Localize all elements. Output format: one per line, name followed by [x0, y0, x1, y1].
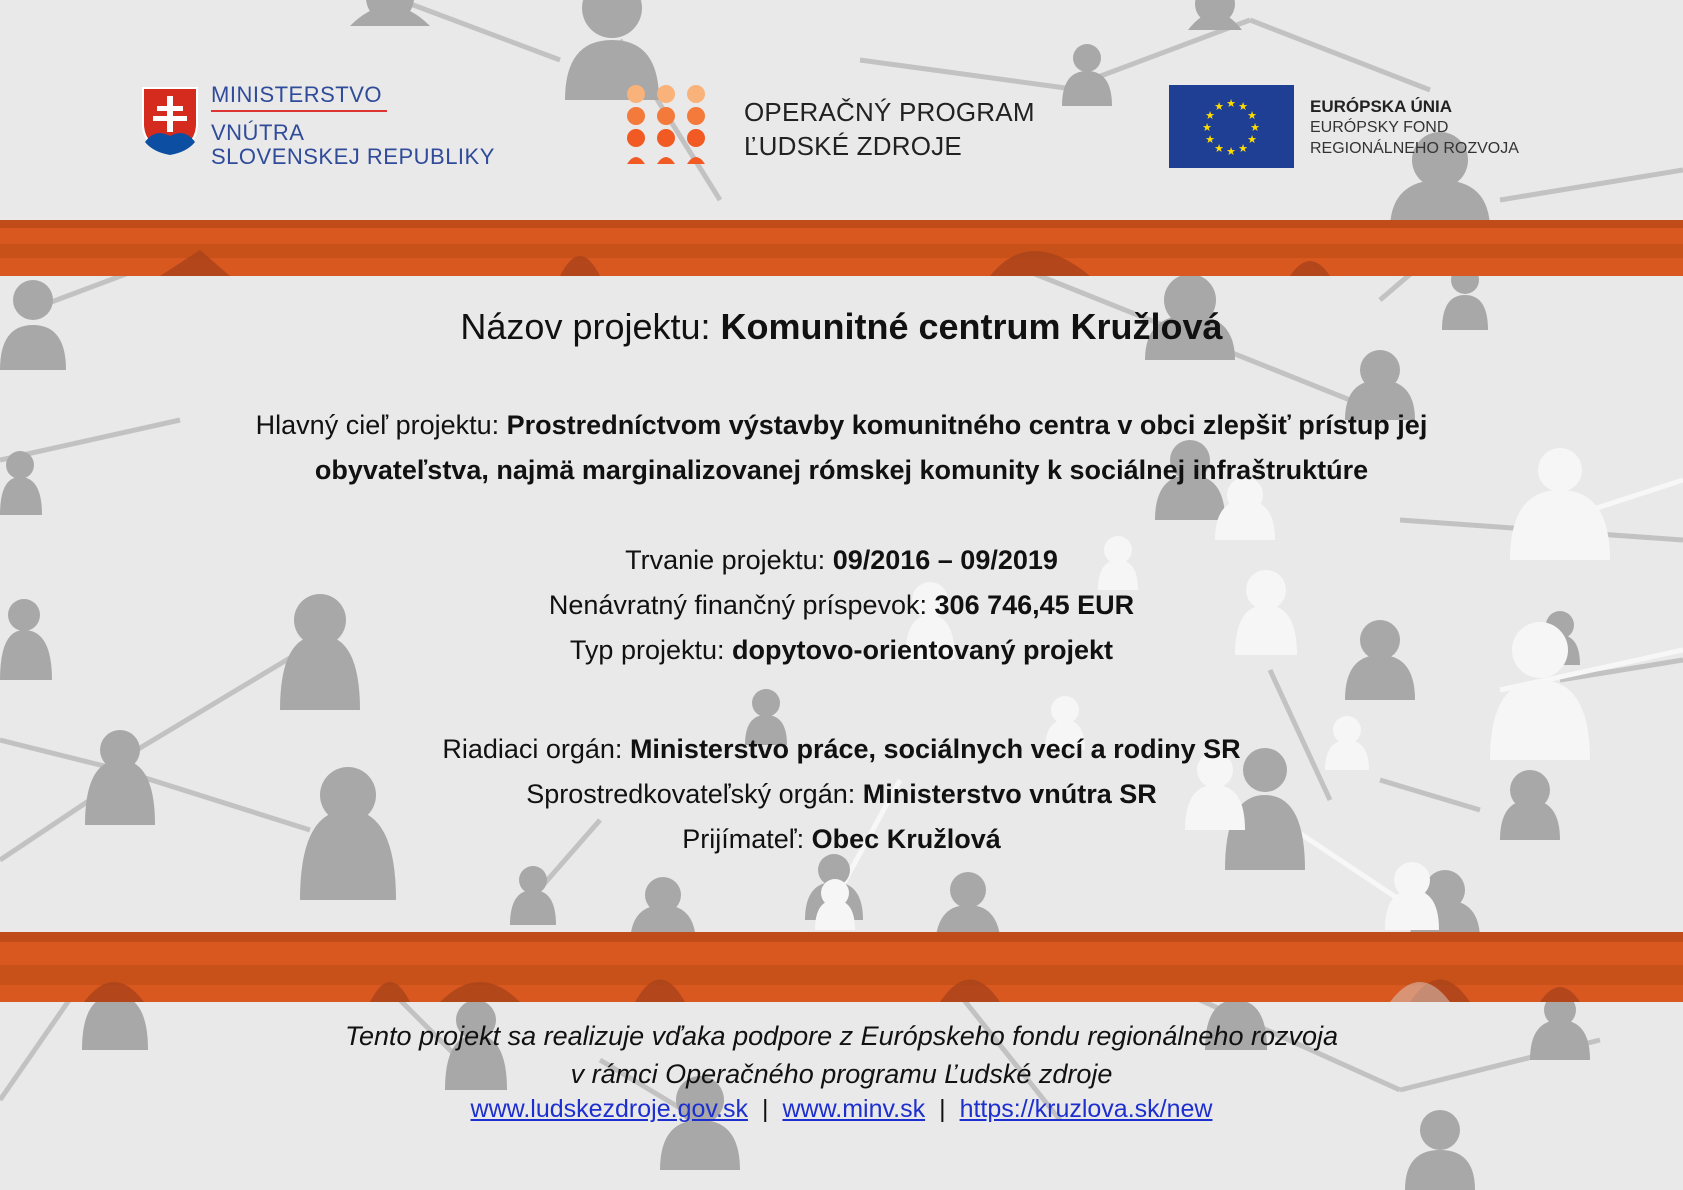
duration-value: 09/2016 – 09/2019	[832, 545, 1058, 575]
programme-name-line2: ĽUDSKÉ ZDROJE	[744, 131, 962, 161]
type-value: dopytovo-orientovaný projekt	[732, 635, 1114, 665]
eu-flag-icon	[1169, 85, 1294, 168]
link-ludskezdroje[interactable]: www.ludskezdroje.gov.sk	[470, 1095, 748, 1123]
eu-text	[1310, 96, 1519, 159]
svg-text:★: ★	[1226, 146, 1236, 158]
svg-text:★: ★	[1247, 110, 1257, 122]
intermediate-label: Sprostredkovateľský orgán:	[526, 779, 863, 809]
eu-fund-line2: REGIONÁLNEHO ROZVOJA	[1310, 140, 1519, 157]
ministry-divider	[211, 110, 387, 112]
link-kruzlova[interactable]: https://kruzlova.sk/new	[959, 1095, 1213, 1123]
ministry-name-line2: VNÚTRA	[211, 120, 305, 145]
svg-text:★: ★	[1214, 143, 1224, 155]
project-facts	[0, 538, 1683, 673]
svg-text:★: ★	[1205, 110, 1215, 122]
svg-text:★: ★	[1247, 134, 1257, 146]
link-separator: |	[939, 1095, 946, 1123]
intermediate-row	[0, 772, 1683, 817]
svg-text:★: ★	[1226, 98, 1236, 110]
goal-value-line1: Prostredníctvom výstavby komunitného centra v obci zlepšiť prístup jej	[506, 410, 1428, 440]
type-row	[0, 628, 1683, 673]
svg-text:★: ★	[1250, 122, 1260, 134]
programme-logo	[626, 84, 706, 169]
ministry-name-line3: SLOVENSKEJ REPUBLIKY	[211, 144, 495, 169]
duration-row	[0, 538, 1683, 583]
link-separator: |	[761, 1095, 769, 1123]
slovak-coat-of-arms-icon	[141, 86, 199, 156]
project-organisations	[0, 727, 1683, 862]
project-title-value: Komunitné centrum Kružlová	[720, 306, 1223, 347]
managing-label: Riadiaci orgán:	[442, 734, 630, 764]
intermediate-value: Ministerstvo vnútra SR	[862, 779, 1157, 809]
link-minv[interactable]: www.minv.sk	[782, 1095, 926, 1123]
footer-note	[0, 1017, 1683, 1093]
eu-title: EURÓPSKA ÚNIA	[1310, 97, 1452, 116]
project-goal	[0, 403, 1683, 493]
ministry-name-line1: MINISTERSTVO	[211, 82, 383, 107]
grant-row	[0, 583, 1683, 628]
type-label: Typ projektu:	[569, 635, 733, 665]
grant-label: Nenávratný finančný príspevok:	[548, 590, 935, 620]
programme-name-line1: OPERAČNÝ PROGRAM	[744, 97, 1035, 127]
project-title-label: Názov projektu:	[460, 306, 721, 347]
svg-text:★: ★	[1202, 122, 1212, 134]
footer-line2: v rámci Operačného programu Ľudské zdroje	[570, 1059, 1113, 1089]
programme-name	[744, 95, 1035, 163]
eu-fund-line1: EURÓPSKY FOND	[1310, 119, 1449, 136]
managing-row	[0, 727, 1683, 772]
svg-text:★: ★	[1238, 143, 1248, 155]
svg-text:★: ★	[1214, 101, 1224, 113]
goal-value-line2: obyvateľstva, najmä marginalizovanej rómskej komunity k sociálnej infraštruktúre	[314, 455, 1369, 485]
recipient-value: Obec Kružlová	[811, 824, 1001, 854]
managing-value: Ministerstvo práce, sociálnych vecí a rodiny SR	[629, 734, 1241, 764]
dots-grid-icon	[626, 84, 706, 164]
goal-label: Hlavný cieľ projektu:	[255, 410, 507, 440]
project-title	[0, 306, 1683, 348]
recipient-label: Prijímateľ:	[682, 824, 812, 854]
svg-text:★: ★	[1205, 134, 1215, 146]
footer-links	[0, 1095, 1683, 1124]
ministry-logo	[141, 86, 199, 161]
recipient-row	[0, 817, 1683, 862]
svg-text:★: ★	[1238, 101, 1248, 113]
grant-value: 306 746,45 EUR	[934, 590, 1135, 620]
footer-line1: Tento projekt sa realizuje vďaka podpore z Európskeho fondu regionálneho rozvoja	[344, 1021, 1338, 1051]
duration-label: Trvanie projektu:	[625, 545, 833, 575]
